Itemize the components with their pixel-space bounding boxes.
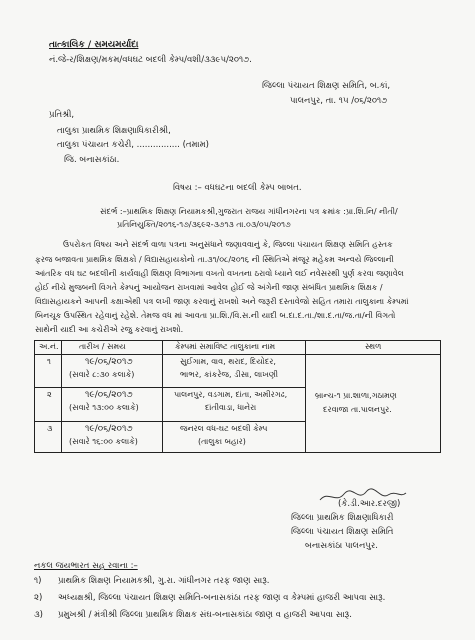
reference-line-2: પ્રતિનિયુક્તિ/૨૦૧૬-૧૭/૩૬૯૨-૩૭૧૩ તા.૦૩/૦૫/૨૦૧૭ <box>117 220 291 229</box>
reference-line-1: સંદર્ભ :–પ્રાથમિક શિક્ષણ નિયામકશ્રી,ગુજરાત રાજય ગાંધીનગરના પત્ર ક્રમાંક :પ્રા.શિ.નિ/ નીતી/ <box>100 207 398 216</box>
header-venue: સ્થળ <box>365 342 382 351</box>
copy-item-2-text: અધ્યક્ષશ્રી, જિલ્લા પંચાયત શિક્ષણ સમિતિ-બનાસકાંઠા તરફ જાણ વ કેમ્પમાં હાજરી આપવા સારૂ. <box>58 593 386 603</box>
signatory-place: બનાસકાંઠા પાલનપુર. <box>305 541 378 551</box>
body-line-6: બિનચૂક ઉપસ્થિત રહેવાનું રહેશે. તેમજ વધ માં આવતા પ્રા.શિ./વિ.સ.ની યાદી બ.દા.દ.તા./શા.દ.તા/જ.તા/ની વિગતો <box>35 311 396 320</box>
row-3-talukas-1: જનરલ વધ-ઘટ બદલી કેમ્પ <box>180 424 268 433</box>
table-divider <box>61 341 62 452</box>
camp-schedule-table <box>34 340 441 453</box>
signatory-title: જિલ્લા પ્રાથમિક શિક્ષણાધિકારી <box>291 513 394 523</box>
row-3-serial: ૩ <box>47 424 53 433</box>
recipient-office: તાલુકા પંચાયત કચેરી, ................ (તમામ) <box>57 140 209 150</box>
subject-line: વિષય :– વધઘટના બદલી કેમ્પ બાબત. <box>173 183 302 193</box>
header-talukas: કેમ્પમાં સમાવિષ્ટ તાલુકાના નામ <box>175 342 276 351</box>
row-1-time: (સવારે ૮:૩૦ કલાકે) <box>69 370 135 379</box>
row-2-talukas-1: પાલનપુર, વડગામ, દાંતા, અમીરગઢ, <box>174 390 288 399</box>
table-divider <box>162 341 163 452</box>
row-1-serial: ૧ <box>47 357 51 366</box>
row-3-talukas-2: (તાલુકા બહાર) <box>198 437 246 446</box>
urgency-heading: તાત્કાલિક / સમયમર્યાદા <box>49 40 139 50</box>
copy-item-2-number: ૨) <box>34 593 43 603</box>
recipient-district: જિ. બનાસકાંઠા. <box>64 155 120 165</box>
copy-item-3-number: ૩) <box>34 610 43 620</box>
copy-item-1-number: ૧) <box>34 576 42 586</box>
row-2-time: (સવારે ૧૩:૦૦ કલાકે) <box>69 403 139 412</box>
body-line-4: હોઈ નીચે મુજબની વિગતે કેમ્પનું આયોજન રાખવામાં આવેલ હોઈ જે અંગેની જાણ સંબંધિત પ્રાથમિક શિક્ષક / <box>35 283 383 292</box>
place-date: પાલનપુર, તા. ૧૫ /૦૬/૨૦૧૭ <box>290 96 388 106</box>
signatory-name: (કે.ડી.આર.દરજી) <box>338 499 401 509</box>
recipient-officer: તાલુકા પ્રાથમિક શિક્ષણાધિકારીશ્રી, <box>57 126 171 136</box>
header-serial: અ.નં. <box>39 342 59 351</box>
row-1-talukas-1: સુઈગામ, વાવ, થરાદ, દિયોદર, <box>180 357 276 366</box>
copy-item-1-text: પ્રાથમિક શિક્ષણ નિયામકશ્રી, ગુ.રા. ગાંધીનગર તરફ જાણ સારૂ. <box>58 576 270 586</box>
venue-line-1: બ્રાન્ચ-૧ પ્રા.શાળા,ગઠામણ <box>315 391 397 400</box>
header-date-time: તારીખ / સમય <box>79 342 126 351</box>
recipient-salutation: પ્રતિશ્રી, <box>49 110 75 120</box>
row-2-serial: ૨ <box>47 390 52 399</box>
body-line-7: સાથેની યાદી આ કચેરીએ રજુ કરવાનું રાખશો. <box>35 325 184 334</box>
body-line-5: વિદ્યાસહાયકને આપની કક્ષાએથી પત્ર લખી જાણ કરવાનું રાખશો અને જરૂરી દસ્તાવેજો સહિત તમારા તાલુકાના કેમ્પમાં <box>35 297 409 306</box>
venue-line-2: દરવાજા તા.પાલનપુર. <box>323 405 392 414</box>
table-divider <box>305 341 306 452</box>
body-line-3: આંતરિક વધ ઘટ બદલીની કાર્યવાહી શિક્ષણ વિભાગના વખતો વખતના ઠરાવો ધ્યાને લઈ નવેસરથી પુર્ણ કરવા જણાવેલ <box>35 269 404 278</box>
row-2-date: ૧૯/૦૬/૨૦૧૭ <box>85 390 133 400</box>
table-divider <box>35 387 305 388</box>
row-3-date: ૧૯/૦૬/૨૦૧૭ <box>85 424 133 434</box>
issuing-office: જિલ્લા પંચાયત શિક્ષણ સમિતિ, બ.કાં, <box>262 81 391 91</box>
table-divider <box>35 421 305 422</box>
row-1-date: ૧૯/૦૬/૨૦૧૭ <box>85 357 133 367</box>
copy-item-3-text: પ્રમુખશ્રી / મંત્રીશ્રી જિલ્લા પ્રાથમિક શિક્ષક સંઘ-બનાસકાંઠા જાણ વ હાજરી આપવા સારૂ. <box>58 610 352 620</box>
table-divider <box>35 354 440 355</box>
body-line-1: ઉપરોકત વિષય અને સંદર્ભ વાળા પત્રના અનુસંધાને જણાવવાનું કે, જિલ્લા પંચાયત શિક્ષણ સમિતિ હસ્તક <box>63 240 393 249</box>
row-1-talukas-2: ભાભર, કાંકરેજ, ડીસા, લાખણી <box>180 370 279 379</box>
reference-number: નં.જે-ર/શિક્ષણ/મકમ/વધઘટ બદલી કેમ્પ/વશી/૩૩૯૫/૨૦૧૭. <box>49 55 252 65</box>
copy-heading: નકલ જયભારત સહ રવાના :– <box>34 561 138 571</box>
body-line-2: ફરજ બજાવતા પ્રાથમિક શિક્ષકો / વિદ્યાસહાયકોનો તા.૩૧/૦૮/૨૦૧૬ ની સ્થિતિએ મંજૂર મહેકમ અન્વયે જિલ્લાની <box>35 255 394 264</box>
row-2-talukas-2: દાંતીવાડા, ધાનેરા <box>205 403 257 412</box>
signatory-org: જિલ્લા પંચાયત શિક્ષણ સમિતિ <box>291 527 394 537</box>
row-3-time: (સવારે ૧૬:૦૦ કલાકે) <box>69 437 138 446</box>
